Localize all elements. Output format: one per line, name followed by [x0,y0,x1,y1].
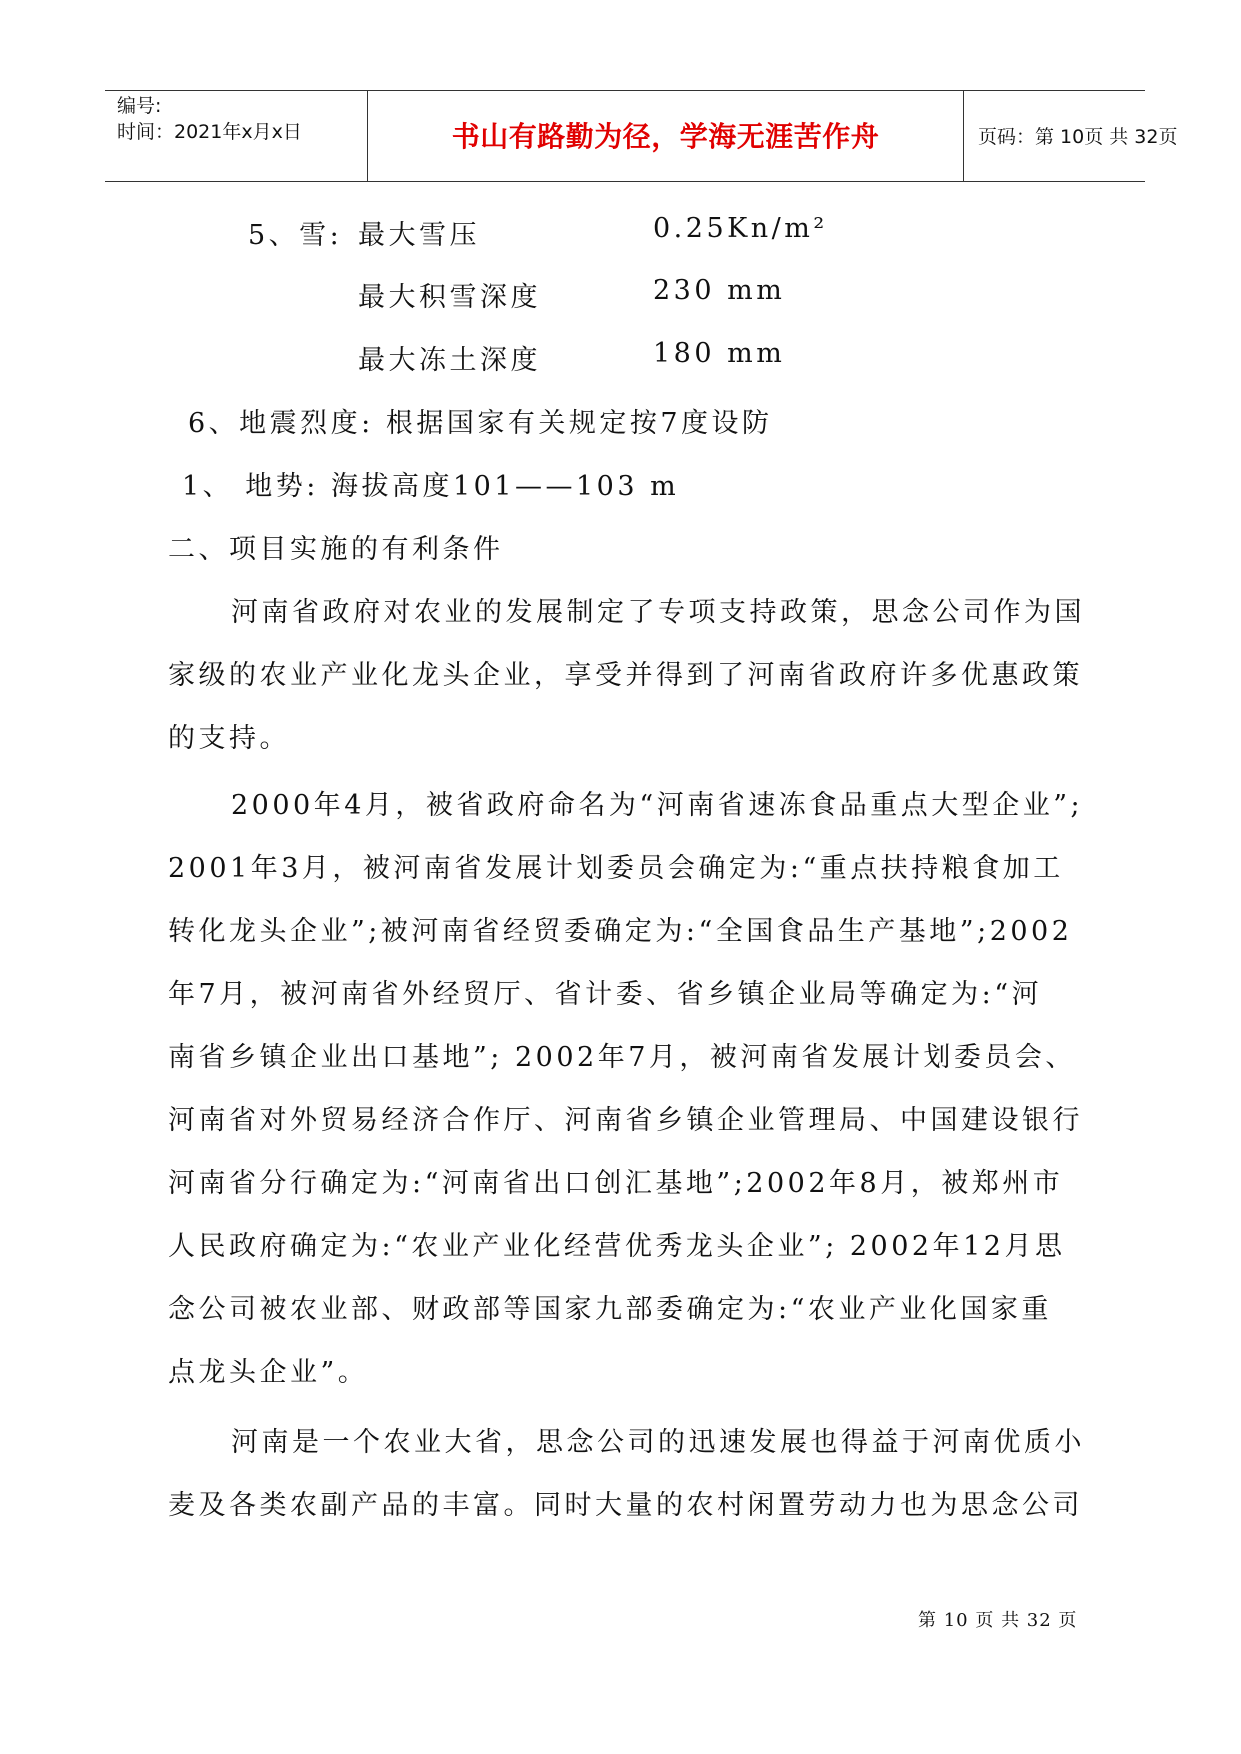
climate-row-label: 最大雪压 [358,220,480,251]
paragraph-line: 的支持。 [168,723,290,754]
paragraph-line: 南省乡镇企业出口基地”; 2002年7月，被河南省发展计划委员会、 [168,1042,1076,1073]
climate-row-label: 最大冻土深度 [358,345,541,376]
paragraph-line: 人民政府确定为:“农业产业化经营优秀龙头企业”; 2002年12月思 [168,1231,1066,1262]
climate-row-value: 0.25Kn/m² [653,213,828,244]
climate-row-value: 230 mm [653,275,786,306]
header-page-info: 页码：第 10页 共 32页 [978,126,1178,148]
paragraph-line: 2000年4月，被省政府命名为“河南省速冻食品重点大型企业”; [231,790,1084,821]
paragraph-line: 麦及各类农副产品的丰富。同时大量的农村闲置劳动力也为思念公司 [168,1490,1083,1521]
document-number-label: 编号: [117,95,162,117]
page-footer: 第 10 页 共 32 页 [918,1610,1078,1631]
paragraph-line: 年7月，被河南省外经贸厅、省计委、省乡镇企业局等确定为:“河 [168,979,1043,1010]
paragraph-line: 2001年3月，被河南省发展计划委员会确定为:“重点扶持粮食加工 [168,853,1064,884]
document-time-label: 时间：2021年x月x日 [117,121,302,143]
climate-row-label: 最大积雪深度 [358,282,541,313]
paragraph-line: 河南省政府对农业的发展制定了专项支持政策，思念公司作为国 [231,597,1085,628]
header-motto: 书山有路勤为径，学海无涯苦作舟 [368,91,964,181]
paragraph-line: 念公司被农业部、财政部等国家九部委确定为:“农业产业化国家重 [168,1294,1052,1325]
climate-row-value: 180 mm [653,338,786,369]
paragraph-line: 河南是一个农业大省，思念公司的迅速发展也得益于河南优质小 [231,1427,1085,1458]
paragraph-line: 河南省分行确定为:“河南省出口创汇基地”;2002年8月，被郑州市 [168,1168,1064,1199]
seismic-intensity-line: 6、地震烈度: 根据国家有关规定按7度设防 [188,408,773,439]
paragraph-line: 家级的农业产业化龙头企业，享受并得到了河南省政府许多优惠政策 [168,660,1083,691]
terrain-line: 1、 地势: 海拔高度101——103 m [182,471,680,502]
snow-item-label: 5、雪: [248,220,343,251]
document-header [105,90,1178,182]
paragraph-line: 转化龙头企业”;被河南省经贸委确定为:“全国食品生产基地”;2002 [168,916,1073,947]
paragraph-line: 河南省对外贸易经济合作厅、河南省乡镇企业管理局、中国建设银行 [168,1105,1083,1136]
section-title: 二、项目实施的有利条件 [168,534,504,565]
header-meta-cell [105,91,368,181]
paragraph-line: 点龙头企业”。 [168,1357,369,1388]
